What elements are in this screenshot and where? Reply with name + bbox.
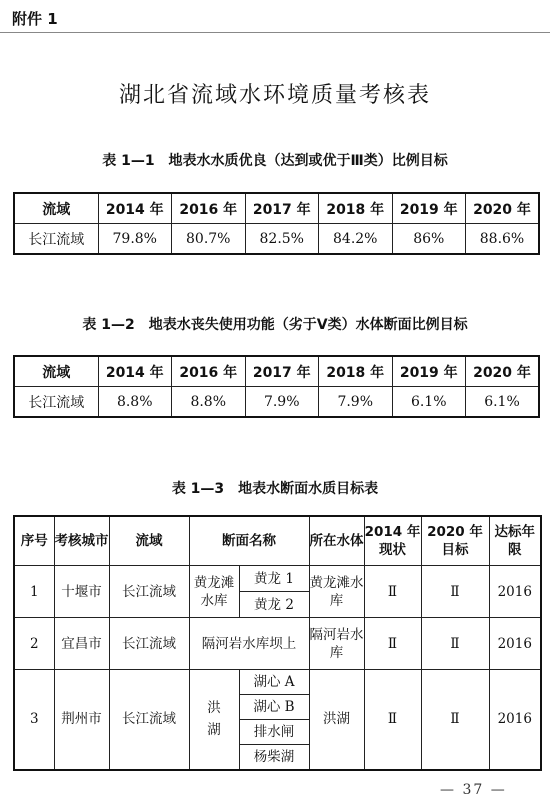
table2-cell: 7.9% xyxy=(319,387,393,418)
table1-header-row xyxy=(14,193,539,224)
row-water-body: 隔河岩水库 xyxy=(309,618,364,670)
table1-header-cell: 2016 年 xyxy=(172,193,246,224)
row-section: 湖心 B xyxy=(239,695,309,720)
table1-header-cell: 流域 xyxy=(14,193,98,224)
row-section-group-text: 洪湖 xyxy=(207,700,221,739)
table1-cell: 82.5% xyxy=(245,224,319,255)
row-section: 杨柴湖 xyxy=(239,745,309,770)
table1-header-cell: 2017 年 xyxy=(245,193,319,224)
table2-header-cell: 2017 年 xyxy=(245,356,319,387)
table3-header-row xyxy=(14,516,541,566)
table2-cell: 8.8% xyxy=(172,387,246,418)
table2-header-cell: 2020 年 xyxy=(466,356,540,387)
row-city: 十堰市 xyxy=(54,566,109,618)
row-section: 排水闸 xyxy=(239,720,309,745)
table2-cell: 7.9% xyxy=(245,387,319,418)
table2-data-row xyxy=(14,387,539,418)
table2-header-cell: 2018 年 xyxy=(319,356,393,387)
row-status-2014: Ⅱ xyxy=(364,670,421,770)
table1-caption: 表 1—1 地表水水质优良（达到或优于Ⅲ类）比例目标 xyxy=(102,153,448,169)
table1-data-row xyxy=(14,224,539,255)
table2-caption: 表 1—2 地表水丧失使用功能（劣于Ⅴ类）水体断面比例目标 xyxy=(82,317,468,333)
page-number: — 37 — xyxy=(440,782,507,798)
row-deadline: 2016 xyxy=(489,670,541,770)
table1-header-cell: 2020 年 xyxy=(466,193,540,224)
table1-cell: 86% xyxy=(392,224,466,255)
row-section: 黄龙 1 xyxy=(239,566,309,592)
table3-header-cell: 断面名称 xyxy=(189,516,309,566)
table-row xyxy=(14,618,541,670)
table3-header-cell: 2020 年目标 xyxy=(421,516,489,566)
table2-header-cell: 2019 年 xyxy=(392,356,466,387)
row-index: 1 xyxy=(14,566,54,618)
table3-header-cell: 达标年限 xyxy=(489,516,541,566)
row-basin: 长江流域 xyxy=(109,618,189,670)
table2-header-cell: 流域 xyxy=(14,356,98,387)
table1-cell: 79.8% xyxy=(98,224,172,255)
table1-cell: 长江流域 xyxy=(14,224,98,255)
table1-header-cell: 2019 年 xyxy=(392,193,466,224)
table-row xyxy=(14,566,541,592)
table3-caption: 表 1—3 地表水断面水质目标表 xyxy=(171,481,379,497)
table2-cell: 6.1% xyxy=(466,387,540,418)
row-deadline: 2016 xyxy=(489,618,541,670)
table3-header-cell: 2014 年现状 xyxy=(364,516,421,566)
table3 xyxy=(13,515,542,771)
row-status-2014: Ⅱ xyxy=(364,618,421,670)
table1-cell: 80.7% xyxy=(172,224,246,255)
row-target-2020: Ⅱ xyxy=(421,670,489,770)
table2-header-cell: 2014 年 xyxy=(98,356,172,387)
row-water-body: 黄龙滩水库 xyxy=(309,566,364,618)
row-city: 宜昌市 xyxy=(54,618,109,670)
row-section-group: 黄龙滩水库 xyxy=(189,566,239,618)
row-basin: 长江流域 xyxy=(109,670,189,770)
table1 xyxy=(13,192,540,255)
table2-cell: 6.1% xyxy=(392,387,466,418)
row-city: 荆州市 xyxy=(54,670,109,770)
header-rule xyxy=(0,32,550,33)
row-target-2020: Ⅱ xyxy=(421,566,489,618)
row-basin: 长江流域 xyxy=(109,566,189,618)
table2 xyxy=(13,355,540,418)
table1-header-cell: 2014 年 xyxy=(98,193,172,224)
row-section: 黄龙 2 xyxy=(239,592,309,618)
attachment-label: 附件 1 xyxy=(12,10,58,28)
main-title: 湖北省流域水环境质量考核表 xyxy=(118,83,431,108)
table3-header-cell: 考核城市 xyxy=(54,516,109,566)
row-index: 3 xyxy=(14,670,54,770)
row-section: 湖心 A xyxy=(239,670,309,695)
row-water-body: 洪湖 xyxy=(309,670,364,770)
row-section: 隔河岩水库坝上 xyxy=(189,618,309,670)
table3-header-cell: 所在水体 xyxy=(309,516,364,566)
row-section-group xyxy=(189,670,239,770)
table2-cell: 8.8% xyxy=(98,387,172,418)
table-row xyxy=(14,670,541,695)
table3-header-cell: 序号 xyxy=(14,516,54,566)
table2-cell: 长江流域 xyxy=(14,387,98,418)
table1-cell: 84.2% xyxy=(319,224,393,255)
row-index: 2 xyxy=(14,618,54,670)
table3-header-cell: 流域 xyxy=(109,516,189,566)
table2-header-cell: 2016 年 xyxy=(172,356,246,387)
row-status-2014: Ⅱ xyxy=(364,566,421,618)
row-target-2020: Ⅱ xyxy=(421,618,489,670)
table1-header-cell: 2018 年 xyxy=(319,193,393,224)
table1-cell: 88.6% xyxy=(466,224,540,255)
row-deadline: 2016 xyxy=(489,566,541,618)
table2-header-row xyxy=(14,356,539,387)
